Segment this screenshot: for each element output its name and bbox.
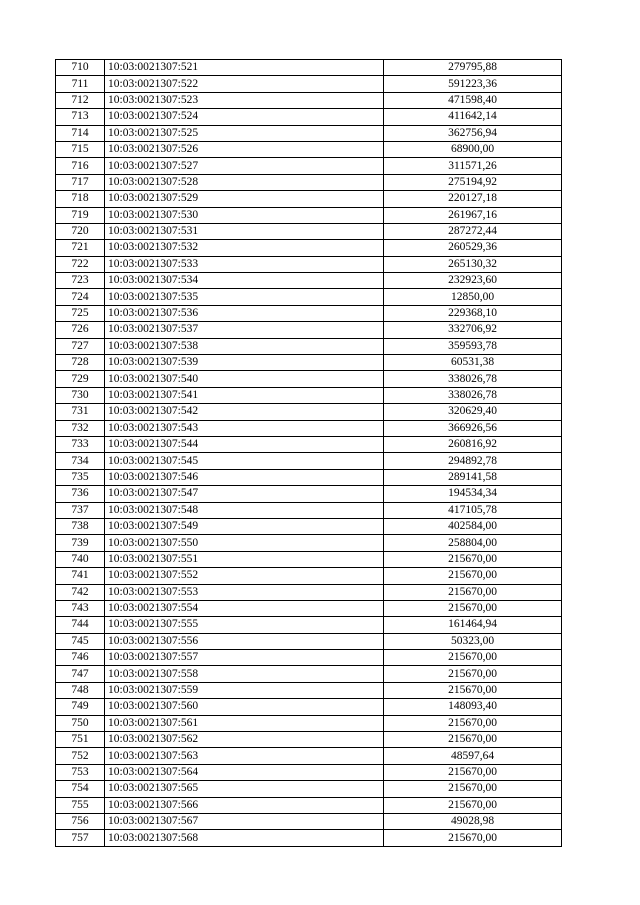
row-number-cell: 748 <box>56 682 105 698</box>
row-number-cell: 736 <box>56 486 105 502</box>
amount-cell: 362756,94 <box>384 125 562 141</box>
cadastral-number-cell: 10:03:0021307:522 <box>105 76 384 92</box>
amount-cell: 215670,00 <box>384 600 562 616</box>
cadastral-number-cell: 10:03:0021307:524 <box>105 109 384 125</box>
table-row <box>56 666 562 682</box>
row-number-cell: 751 <box>56 732 105 748</box>
amount-cell: 471598,40 <box>384 92 562 108</box>
table-row <box>56 584 562 600</box>
row-number-cell: 738 <box>56 518 105 534</box>
row-number-cell: 739 <box>56 535 105 551</box>
table-row <box>56 141 562 157</box>
cadastral-number-cell: 10:03:0021307:531 <box>105 223 384 239</box>
table-row <box>56 715 562 731</box>
amount-cell: 232923,60 <box>384 273 562 289</box>
amount-cell: 311571,26 <box>384 158 562 174</box>
row-number-cell: 753 <box>56 764 105 780</box>
amount-cell: 215670,00 <box>384 764 562 780</box>
row-number-cell: 749 <box>56 699 105 715</box>
table-row <box>56 109 562 125</box>
row-number-cell: 730 <box>56 387 105 403</box>
table-row <box>56 289 562 305</box>
cadastral-number-cell: 10:03:0021307:559 <box>105 682 384 698</box>
table-row <box>56 453 562 469</box>
cadastral-number-cell: 10:03:0021307:551 <box>105 551 384 567</box>
row-number-cell: 745 <box>56 633 105 649</box>
cadastral-number-cell: 10:03:0021307:535 <box>105 289 384 305</box>
cadastral-number-cell: 10:03:0021307:547 <box>105 486 384 502</box>
row-number-cell: 746 <box>56 650 105 666</box>
row-number-cell: 740 <box>56 551 105 567</box>
table-row <box>56 207 562 223</box>
amount-cell: 258804,00 <box>384 535 562 551</box>
row-number-cell: 733 <box>56 436 105 452</box>
cadastral-number-cell: 10:03:0021307:549 <box>105 518 384 534</box>
amount-cell: 279795,88 <box>384 60 562 76</box>
cadastral-number-cell: 10:03:0021307:545 <box>105 453 384 469</box>
amount-cell: 591223,36 <box>384 76 562 92</box>
row-number-cell: 719 <box>56 207 105 223</box>
table-row <box>56 682 562 698</box>
row-number-cell: 728 <box>56 355 105 371</box>
cadastral-number-cell: 10:03:0021307:542 <box>105 404 384 420</box>
table-row <box>56 518 562 534</box>
table-row <box>56 699 562 715</box>
cadastral-number-cell: 10:03:0021307:527 <box>105 158 384 174</box>
row-number-cell: 714 <box>56 125 105 141</box>
row-number-cell: 716 <box>56 158 105 174</box>
amount-cell: 48597,64 <box>384 748 562 764</box>
cadastral-number-cell: 10:03:0021307:567 <box>105 813 384 829</box>
table-body <box>56 60 562 847</box>
table-row <box>56 732 562 748</box>
cadastral-number-cell: 10:03:0021307:558 <box>105 666 384 682</box>
amount-cell: 261967,16 <box>384 207 562 223</box>
cadastral-number-cell: 10:03:0021307:532 <box>105 240 384 256</box>
cadastral-number-cell: 10:03:0021307:523 <box>105 92 384 108</box>
amount-cell: 194534,34 <box>384 486 562 502</box>
table-row <box>56 436 562 452</box>
amount-cell: 215670,00 <box>384 781 562 797</box>
amount-cell: 265130,32 <box>384 256 562 272</box>
row-number-cell: 756 <box>56 813 105 829</box>
table-row <box>56 355 562 371</box>
row-number-cell: 744 <box>56 617 105 633</box>
row-number-cell: 747 <box>56 666 105 682</box>
amount-cell: 215670,00 <box>384 797 562 813</box>
cadastral-number-cell: 10:03:0021307:543 <box>105 420 384 436</box>
row-number-cell: 720 <box>56 223 105 239</box>
amount-cell: 215670,00 <box>384 682 562 698</box>
cadastral-number-cell: 10:03:0021307:550 <box>105 535 384 551</box>
amount-cell: 366926,56 <box>384 420 562 436</box>
table-row <box>56 502 562 518</box>
table-row <box>56 92 562 108</box>
cadastral-number-cell: 10:03:0021307:521 <box>105 60 384 76</box>
row-number-cell: 718 <box>56 191 105 207</box>
amount-cell: 60531,38 <box>384 355 562 371</box>
table-row <box>56 338 562 354</box>
row-number-cell: 737 <box>56 502 105 518</box>
amount-cell: 49028,98 <box>384 813 562 829</box>
amount-cell: 338026,78 <box>384 371 562 387</box>
cadastral-number-cell: 10:03:0021307:538 <box>105 338 384 354</box>
amount-cell: 320629,40 <box>384 404 562 420</box>
amount-cell: 417105,78 <box>384 502 562 518</box>
amount-cell: 260529,36 <box>384 240 562 256</box>
cadastral-number-cell: 10:03:0021307:565 <box>105 781 384 797</box>
cadastral-number-cell: 10:03:0021307:537 <box>105 322 384 338</box>
amount-cell: 68900,00 <box>384 141 562 157</box>
cadastral-number-cell: 10:03:0021307:548 <box>105 502 384 518</box>
amount-cell: 220127,18 <box>384 191 562 207</box>
cadastral-number-cell: 10:03:0021307:560 <box>105 699 384 715</box>
amount-cell: 229368,10 <box>384 305 562 321</box>
table-row <box>56 60 562 76</box>
table-row <box>56 813 562 829</box>
amount-cell: 215670,00 <box>384 830 562 846</box>
row-number-cell: 734 <box>56 453 105 469</box>
row-number-cell: 710 <box>56 60 105 76</box>
amount-cell: 215670,00 <box>384 650 562 666</box>
table-row <box>56 371 562 387</box>
table-row <box>56 551 562 567</box>
table-row <box>56 387 562 403</box>
cadastral-number-cell: 10:03:0021307:553 <box>105 584 384 600</box>
row-number-cell: 742 <box>56 584 105 600</box>
amount-cell: 50323,00 <box>384 633 562 649</box>
cadastral-number-cell: 10:03:0021307:526 <box>105 141 384 157</box>
cadastral-number-cell: 10:03:0021307:525 <box>105 125 384 141</box>
row-number-cell: 727 <box>56 338 105 354</box>
row-number-cell: 712 <box>56 92 105 108</box>
row-number-cell: 743 <box>56 600 105 616</box>
table-row <box>56 305 562 321</box>
row-number-cell: 723 <box>56 273 105 289</box>
row-number-cell: 757 <box>56 830 105 846</box>
row-number-cell: 717 <box>56 174 105 190</box>
table-row <box>56 404 562 420</box>
amount-cell: 289141,58 <box>384 469 562 485</box>
amount-cell: 215670,00 <box>384 584 562 600</box>
cadastral-number-cell: 10:03:0021307:540 <box>105 371 384 387</box>
table-row <box>56 633 562 649</box>
amount-cell: 411642,14 <box>384 109 562 125</box>
cadastral-number-cell: 10:03:0021307:530 <box>105 207 384 223</box>
table-row <box>56 781 562 797</box>
cadastral-number-cell: 10:03:0021307:566 <box>105 797 384 813</box>
row-number-cell: 711 <box>56 76 105 92</box>
table-row <box>56 76 562 92</box>
table-row <box>56 486 562 502</box>
cadastral-number-cell: 10:03:0021307:562 <box>105 732 384 748</box>
cadastral-number-cell: 10:03:0021307:568 <box>105 830 384 846</box>
data-table <box>55 59 562 847</box>
table-row <box>56 256 562 272</box>
row-number-cell: 750 <box>56 715 105 731</box>
table-row <box>56 764 562 780</box>
cadastral-number-cell: 10:03:0021307:563 <box>105 748 384 764</box>
cadastral-number-cell: 10:03:0021307:546 <box>105 469 384 485</box>
amount-cell: 215670,00 <box>384 715 562 731</box>
amount-cell: 275194,92 <box>384 174 562 190</box>
table-row <box>56 273 562 289</box>
table-row <box>56 223 562 239</box>
cadastral-number-cell: 10:03:0021307:556 <box>105 633 384 649</box>
row-number-cell: 724 <box>56 289 105 305</box>
amount-cell: 215670,00 <box>384 551 562 567</box>
row-number-cell: 713 <box>56 109 105 125</box>
row-number-cell: 754 <box>56 781 105 797</box>
cadastral-number-cell: 10:03:0021307:539 <box>105 355 384 371</box>
cadastral-number-cell: 10:03:0021307:555 <box>105 617 384 633</box>
table-row <box>56 600 562 616</box>
amount-cell: 215670,00 <box>384 732 562 748</box>
cadastral-number-cell: 10:03:0021307:554 <box>105 600 384 616</box>
table-row <box>56 174 562 190</box>
row-number-cell: 726 <box>56 322 105 338</box>
cadastral-number-cell: 10:03:0021307:552 <box>105 568 384 584</box>
cadastral-number-cell: 10:03:0021307:528 <box>105 174 384 190</box>
row-number-cell: 731 <box>56 404 105 420</box>
amount-cell: 161464,94 <box>384 617 562 633</box>
amount-cell: 215670,00 <box>384 666 562 682</box>
row-number-cell: 741 <box>56 568 105 584</box>
table-row <box>56 797 562 813</box>
cadastral-number-cell: 10:03:0021307:533 <box>105 256 384 272</box>
table-row <box>56 617 562 633</box>
amount-cell: 287272,44 <box>384 223 562 239</box>
table-row <box>56 748 562 764</box>
table-row <box>56 191 562 207</box>
table-row <box>56 568 562 584</box>
amount-cell: 294892,78 <box>384 453 562 469</box>
amount-cell: 359593,78 <box>384 338 562 354</box>
table-row <box>56 420 562 436</box>
row-number-cell: 735 <box>56 469 105 485</box>
amount-cell: 260816,92 <box>384 436 562 452</box>
table-row <box>56 322 562 338</box>
row-number-cell: 725 <box>56 305 105 321</box>
cadastral-number-cell: 10:03:0021307:541 <box>105 387 384 403</box>
row-number-cell: 715 <box>56 141 105 157</box>
table-row <box>56 469 562 485</box>
row-number-cell: 722 <box>56 256 105 272</box>
cadastral-number-cell: 10:03:0021307:529 <box>105 191 384 207</box>
row-number-cell: 721 <box>56 240 105 256</box>
cadastral-number-cell: 10:03:0021307:557 <box>105 650 384 666</box>
amount-cell: 332706,92 <box>384 322 562 338</box>
table-row <box>56 650 562 666</box>
row-number-cell: 752 <box>56 748 105 764</box>
table-row <box>56 535 562 551</box>
row-number-cell: 729 <box>56 371 105 387</box>
cadastral-number-cell: 10:03:0021307:544 <box>105 436 384 452</box>
table-row <box>56 830 562 846</box>
cadastral-number-cell: 10:03:0021307:561 <box>105 715 384 731</box>
amount-cell: 402584,00 <box>384 518 562 534</box>
amount-cell: 338026,78 <box>384 387 562 403</box>
amount-cell: 215670,00 <box>384 568 562 584</box>
row-number-cell: 755 <box>56 797 105 813</box>
table-row <box>56 240 562 256</box>
row-number-cell: 732 <box>56 420 105 436</box>
cadastral-number-cell: 10:03:0021307:536 <box>105 305 384 321</box>
table-row <box>56 158 562 174</box>
cadastral-number-cell: 10:03:0021307:564 <box>105 764 384 780</box>
amount-cell: 148093,40 <box>384 699 562 715</box>
cadastral-number-cell: 10:03:0021307:534 <box>105 273 384 289</box>
table-row <box>56 125 562 141</box>
amount-cell: 12850,00 <box>384 289 562 305</box>
